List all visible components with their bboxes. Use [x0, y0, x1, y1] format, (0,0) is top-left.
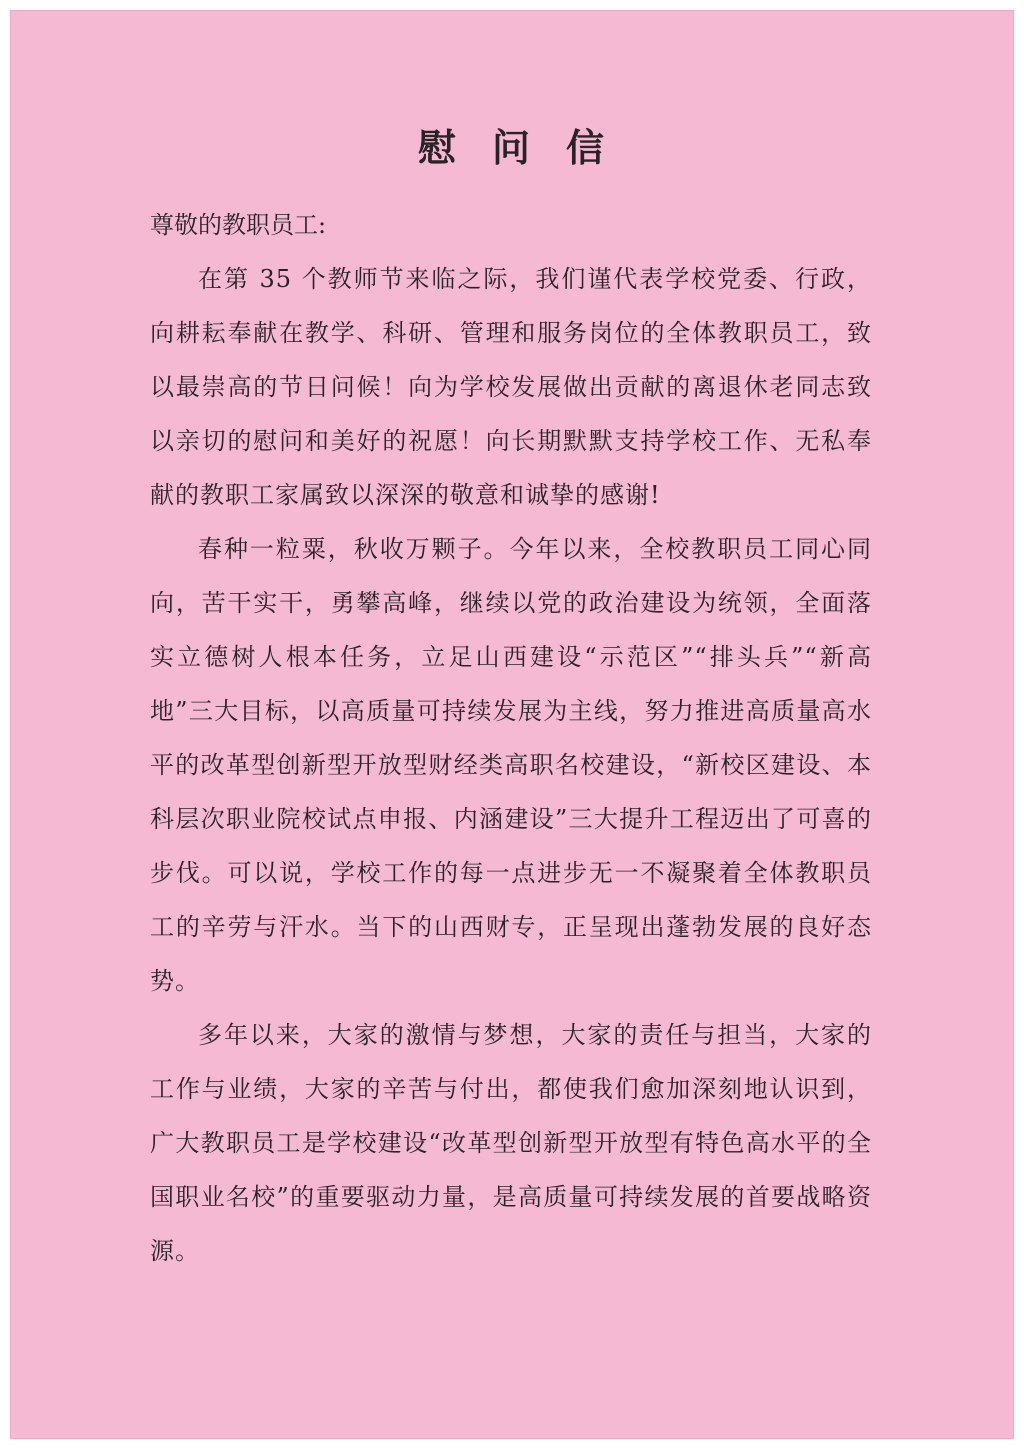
paragraph-3: 多年以来，大家的激情与梦想，大家的责任与担当，大家的工作与业绩，大家的辛苦与付出，都使我们愈加深刻地认识到，广大教职员工是学校建设“改革型创新型开放型有特色高水平的全国职业名校”的重要驱动力量，是高质量可持续发展的首要战略资源。 — [150, 1021, 872, 1265]
letter-title: 慰问信 — [417, 125, 640, 170]
salutation: 尊敬的教职员工: — [150, 211, 327, 239]
paragraph-1: 在第 35 个教师节来临之际，我们谨代表学校党委、行政，向耕耘奉献在教学、科研、管理和服务岗位的全体教职员工，致以最崇高的节日问候！向为学校发展做出贡献的离退休老同志致以亲切的慰问和美好的祝愿！向长期默默支持学校工作、无私奉献的教职工家属致以深深的敬意和诚挚的感谢! — [150, 265, 872, 509]
letter-body — [150, 120, 872, 1278]
letter-page — [10, 10, 1014, 1439]
paragraph-2: 春种一粒粟，秋收万颗子。今年以来，全校教职员工同心同向，苦干实干，勇攀高峰，继续以党的政治建设为统领，全面落实立德树人根本任务，立足山西建设“示范区”“排头兵”“新高地”三大目标，以高质量可持续发展为主线，努力推进高质量高水平的改革型创新型开放型财经类高职名校建设，“新校区建设、本科层次职业院校试点申报、内涵建设”三大提升工程迈出了可喜的步伐。可以说，学校工作的每一点进步无一不凝聚着全体教职员工的辛劳与汗水。当下的山西财专，正呈现出蓬勃发展的良好态势。 — [150, 535, 872, 995]
